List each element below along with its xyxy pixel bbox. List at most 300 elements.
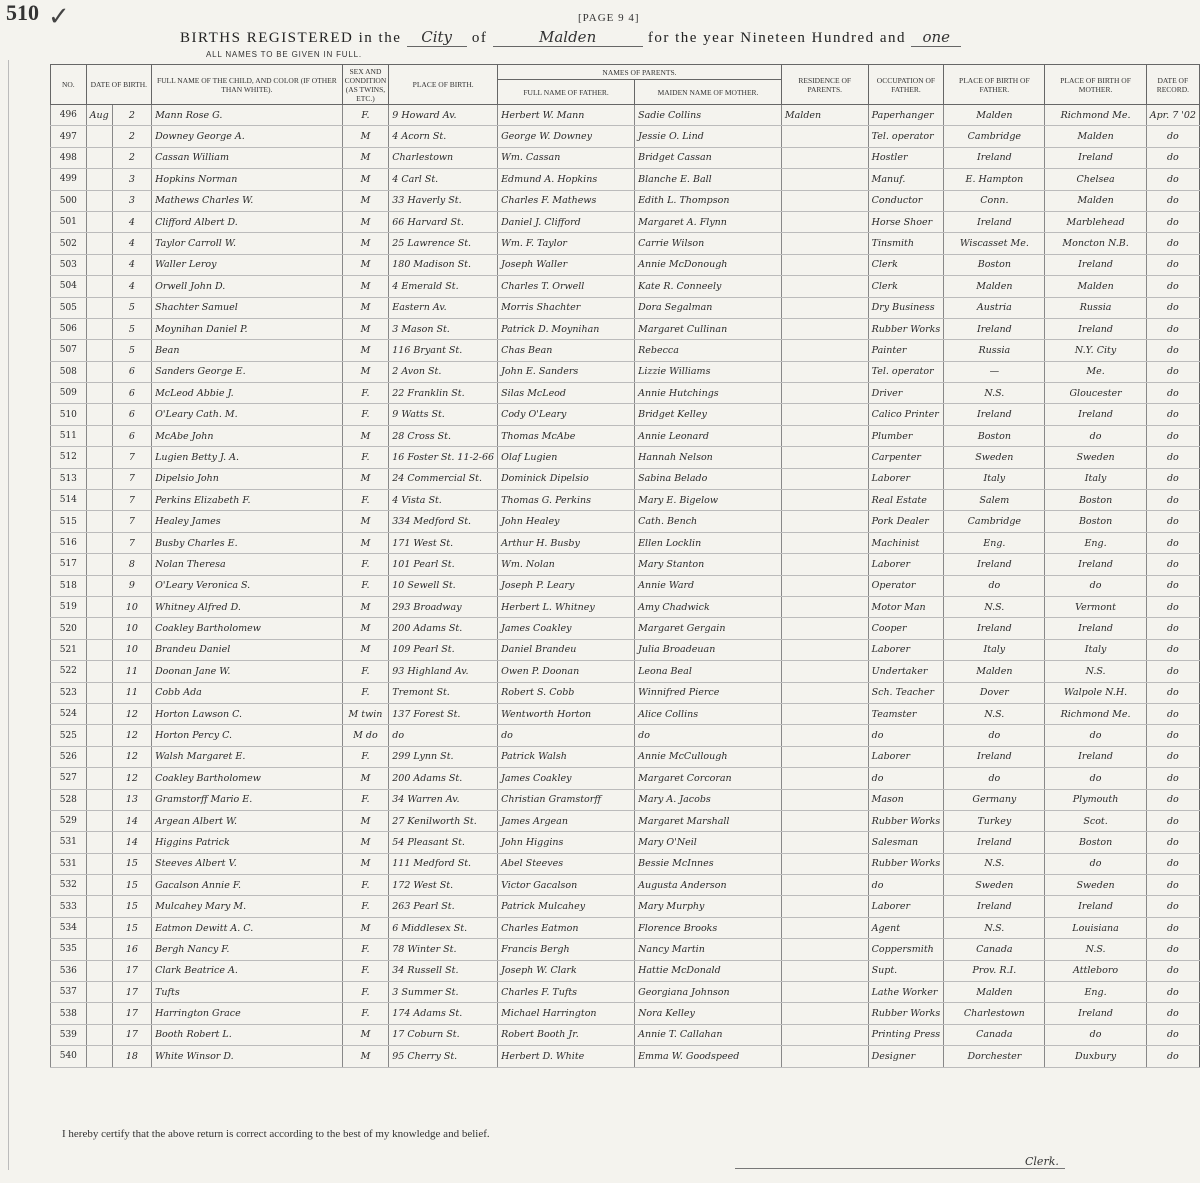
cell-father-name: Joseph W. Clark [498,960,635,981]
cell-residence: Malden [781,105,868,126]
table-row [51,875,1200,896]
cell-child-name: McLeod Abbie J. [152,383,343,404]
cell-residence [781,982,868,1003]
cell-month [86,1024,112,1045]
cell-record-date: do [1146,468,1199,489]
table-row [51,105,1200,126]
cell-place-of-birth: 33 Haverly St. [389,190,498,211]
cell-occupation: Motor Man [868,596,944,617]
cell-sex: M [342,190,389,211]
header-father: FULL NAME OF FATHER. [498,80,635,105]
cell-place-of-birth: 2 Avon St. [389,361,498,382]
cell-child-name: Sanders George E. [152,361,343,382]
cell-father-birthplace: Wiscasset Me. [944,233,1045,254]
cell-mother-birthplace: Scot. [1045,810,1146,831]
cell-child-name: Gacalson Annie F. [152,875,343,896]
cell-father-name: Herbert W. Mann [498,105,635,126]
table-row [51,789,1200,810]
cell-child-name: Bean [152,340,343,361]
cell-record-date: do [1146,746,1199,767]
cell-sex: F. [342,682,389,703]
cell-no: 500 [51,190,87,211]
cell-occupation: Laborer [868,468,944,489]
cell-mother-name: Florence Brooks [635,917,782,938]
cell-residence [781,190,868,211]
cell-month [86,490,112,511]
cell-mother-name: Leona Beal [635,661,782,682]
cell-child-name: Hopkins Norman [152,169,343,190]
cell-sex: F. [342,896,389,917]
cell-father-name: Olaf Lugien [498,447,635,468]
cell-month [86,939,112,960]
cell-mother-birthplace: Ireland [1045,318,1146,339]
cell-day: 5 [112,340,151,361]
table-row [51,383,1200,404]
table-row [51,254,1200,275]
cell-child-name: Coakley Bartholomew [152,768,343,789]
cell-mother-birthplace: Ireland [1045,896,1146,917]
cell-father-birthplace: Canada [944,939,1045,960]
table-row [51,490,1200,511]
table-row [51,960,1200,981]
table-row [51,190,1200,211]
table-row [51,725,1200,746]
cell-mother-birthplace: do [1045,768,1146,789]
cell-record-date: do [1146,896,1199,917]
cell-occupation: Carpenter [868,447,944,468]
cell-day: 17 [112,960,151,981]
header-mother: MAIDEN NAME OF MOTHER. [635,80,782,105]
cell-mother-name: do [635,725,782,746]
header-place-of-birth: PLACE OF BIRTH. [389,65,498,105]
cell-no: 514 [51,490,87,511]
cell-place-of-birth: 137 Forest St. [389,703,498,724]
cell-residence [781,853,868,874]
cell-child-name: Horton Percy C. [152,725,343,746]
cell-residence [781,939,868,960]
cell-residence [781,254,868,275]
table-row [51,661,1200,682]
cell-father-name: Patrick Walsh [498,746,635,767]
cell-day: 15 [112,896,151,917]
cell-record-date: do [1146,960,1199,981]
cell-place-of-birth: 4 Acorn St. [389,126,498,147]
cell-child-name: Clifford Albert D. [152,211,343,232]
cell-father-name: Charles F. Tufts [498,982,635,1003]
cell-mother-name: Blanche E. Ball [635,169,782,190]
cell-residence [781,361,868,382]
cell-father-name: Patrick Mulcahey [498,896,635,917]
cell-child-name: White Winsor D. [152,1046,343,1067]
cell-father-name: Morris Shachter [498,297,635,318]
cell-residence [781,340,868,361]
cell-month [86,126,112,147]
cell-mother-name: Amy Chadwick [635,596,782,617]
cell-father-birthplace: Malden [944,661,1045,682]
cell-child-name: Moynihan Daniel P. [152,318,343,339]
cell-sex: M twin [342,703,389,724]
cell-place-of-birth: 299 Lynn St. [389,746,498,767]
cell-no: 516 [51,532,87,553]
cell-residence [781,618,868,639]
cell-mother-name: Bridget Kelley [635,404,782,425]
cell-father-name: Wm. F. Taylor [498,233,635,254]
cell-father-birthplace: Malden [944,105,1045,126]
cell-no: 498 [51,147,87,168]
cell-occupation: Plumber [868,425,944,446]
cell-sex: F. [342,960,389,981]
cell-no: 518 [51,575,87,596]
cell-record-date: do [1146,254,1199,275]
cell-month [86,169,112,190]
cell-record-date: do [1146,875,1199,896]
cell-record-date: do [1146,276,1199,297]
cell-father-name: Patrick D. Moynihan [498,318,635,339]
cell-residence [781,532,868,553]
cell-father-birthplace: Salem [944,490,1045,511]
cell-mother-birthplace: Ireland [1045,554,1146,575]
cell-sex: M [342,618,389,639]
clerk-label: Clerk. [1025,1155,1059,1168]
header-name: FULL NAME OF THE CHILD, AND COLOR (IF OTHER THAN WHITE). [152,65,343,105]
cell-residence [781,639,868,660]
cell-father-birthplace: Eng. [944,532,1045,553]
cell-place-of-birth: 27 Kenilworth St. [389,810,498,831]
cell-residence [781,575,868,596]
cell-place-of-birth: 28 Cross St. [389,425,498,446]
cell-residence [781,297,868,318]
cell-sex: M [342,596,389,617]
cell-mother-name: Margaret Marshall [635,810,782,831]
cell-mother-birthplace: Eng. [1045,982,1146,1003]
cell-child-name: Horton Lawson C. [152,703,343,724]
cell-child-name: Whitney Alfred D. [152,596,343,617]
cell-month [86,276,112,297]
cell-no: 540 [51,1046,87,1067]
cell-day: 6 [112,425,151,446]
cell-father-birthplace: Ireland [944,832,1045,853]
cell-occupation: Coppersmith [868,939,944,960]
cell-record-date: do [1146,425,1199,446]
cell-father-birthplace: Malden [944,276,1045,297]
cell-child-name: Dipelsio John [152,468,343,489]
cell-month [86,511,112,532]
cell-day: 7 [112,511,151,532]
cell-no: 496 [51,105,87,126]
cell-occupation: Supt. [868,960,944,981]
cell-child-name: Nolan Theresa [152,554,343,575]
cell-month [86,960,112,981]
cell-record-date: do [1146,318,1199,339]
cell-place-of-birth: 200 Adams St. [389,768,498,789]
cell-sex: F. [342,447,389,468]
cell-record-date: do [1146,447,1199,468]
births-register-table [50,64,1200,1068]
cell-place-of-birth: 10 Sewell St. [389,575,498,596]
cell-mother-name: Cath. Bench [635,511,782,532]
cell-month [86,896,112,917]
cell-record-date: do [1146,917,1199,938]
cell-sex: M [342,318,389,339]
cell-place-of-birth: 3 Mason St. [389,318,498,339]
cell-occupation: Mason [868,789,944,810]
cell-mother-birthplace: Italy [1045,468,1146,489]
cell-no: 535 [51,939,87,960]
cell-place-of-birth: 109 Pearl St. [389,639,498,660]
table-row [51,1024,1200,1045]
table-row [51,340,1200,361]
cell-mother-name: Mary O'Neil [635,832,782,853]
cell-father-name: Victor Gacalson [498,875,635,896]
cell-place-of-birth: 4 Vista St. [389,490,498,511]
cell-place-of-birth: 95 Cherry St. [389,1046,498,1067]
cell-month [86,703,112,724]
cell-place-of-birth: 180 Madison St. [389,254,498,275]
cell-father-name: Wm. Cassan [498,147,635,168]
cell-father-name: Chas Bean [498,340,635,361]
cell-place-of-birth: 54 Pleasant St. [389,832,498,853]
cell-mother-birthplace: Marblehead [1045,211,1146,232]
title-part-1: BIRTHS REGISTERED in the [180,30,402,46]
cell-occupation: Manuf. [868,169,944,190]
cell-child-name: Lugien Betty J. A. [152,447,343,468]
cell-father-name: Charles F. Mathews [498,190,635,211]
cell-day: 10 [112,639,151,660]
cell-sex: M [342,832,389,853]
cell-mother-birthplace: Ireland [1045,618,1146,639]
cell-no: 508 [51,361,87,382]
header-parents: NAMES OF PARENTS. [498,65,782,80]
cell-no: 513 [51,468,87,489]
cell-father-birthplace: Italy [944,468,1045,489]
cell-father-birthplace: Charlestown [944,1003,1045,1024]
cell-father-name: Charles Eatmon [498,917,635,938]
cell-father-name: Silas McLeod [498,383,635,404]
cell-father-birthplace: do [944,575,1045,596]
cell-month [86,789,112,810]
cell-father-name: George W. Downey [498,126,635,147]
cell-occupation: Real Estate [868,490,944,511]
cell-day: 2 [112,126,151,147]
cell-day: 11 [112,661,151,682]
cell-mother-name: Sabina Belado [635,468,782,489]
cell-record-date: do [1146,126,1199,147]
cell-sex: M [342,1046,389,1067]
cell-occupation: Salesman [868,832,944,853]
cell-father-name: Daniel Brandeu [498,639,635,660]
cell-occupation: Cooper [868,618,944,639]
cell-record-date: do [1146,853,1199,874]
cell-sex: M [342,211,389,232]
cell-day: 10 [112,618,151,639]
page-number: 510 [6,0,39,25]
cell-place-of-birth: Tremont St. [389,682,498,703]
cell-father-birthplace: N.S. [944,703,1045,724]
cell-sex: M [342,468,389,489]
cell-mother-birthplace: Richmond Me. [1045,105,1146,126]
cell-record-date: do [1146,404,1199,425]
cell-mother-birthplace: Eng. [1045,532,1146,553]
cell-occupation: do [868,875,944,896]
cell-occupation: Laborer [868,746,944,767]
cell-no: 524 [51,703,87,724]
left-margin-line [8,60,9,1170]
cell-record-date: do [1146,661,1199,682]
cell-month [86,297,112,318]
cell-mother-name: Georgiana Johnson [635,982,782,1003]
cell-no: 521 [51,639,87,660]
cell-child-name: Mulcahey Mary M. [152,896,343,917]
cell-day: 5 [112,318,151,339]
cell-mother-name: Mary E. Bigelow [635,490,782,511]
table-row [51,147,1200,168]
table-row [51,917,1200,938]
cell-father-name: Michael Harrington [498,1003,635,1024]
table-row [51,853,1200,874]
cell-month [86,768,112,789]
cell-residence [781,147,868,168]
cell-month [86,447,112,468]
cell-father-name: Robert Booth Jr. [498,1024,635,1045]
cell-month [86,233,112,254]
cell-day: 7 [112,468,151,489]
cell-mother-name: Julia Broadeuan [635,639,782,660]
cell-mother-name: Margaret Corcoran [635,768,782,789]
cell-record-date: do [1146,939,1199,960]
cell-residence [781,554,868,575]
cell-no: 511 [51,425,87,446]
check-mark-icon: ✓ [48,2,70,32]
cell-no: 510 [51,404,87,425]
cell-no: 537 [51,982,87,1003]
cell-mother-name: Annie Ward [635,575,782,596]
cell-sex: M [342,126,389,147]
header-sex: SEX AND CONDITION (AS TWINS, ETC.) [342,65,389,105]
cell-no: 497 [51,126,87,147]
table-row [51,1046,1200,1067]
cell-occupation: Painter [868,340,944,361]
cell-occupation: Teamster [868,703,944,724]
cell-father-name: Abel Steeves [498,853,635,874]
cell-father-birthplace: Sweden [944,447,1045,468]
cell-mother-birthplace: Sweden [1045,875,1146,896]
cell-child-name: Clark Beatrice A. [152,960,343,981]
cell-mother-name: Edith L. Thompson [635,190,782,211]
cell-residence [781,596,868,617]
cell-place-of-birth: 34 Russell St. [389,960,498,981]
cell-occupation: do [868,725,944,746]
cell-child-name: O'Leary Veronica S. [152,575,343,596]
cell-place-of-birth: 16 Foster St. 11-2-66 [389,447,498,468]
table-row [51,276,1200,297]
cell-sex: M [342,1024,389,1045]
cell-sex: M [342,853,389,874]
cell-father-name: John E. Sanders [498,361,635,382]
cell-residence [781,661,868,682]
cell-residence [781,211,868,232]
table-row [51,746,1200,767]
cell-sex: M [342,639,389,660]
cell-child-name: Waller Leroy [152,254,343,275]
cell-father-name: John Healey [498,511,635,532]
page-title [180,28,1080,47]
cell-sex: M [342,340,389,361]
cell-mother-birthplace: N.S. [1045,661,1146,682]
cell-residence [781,1003,868,1024]
cell-day: 11 [112,682,151,703]
cell-place-of-birth: 24 Commercial St. [389,468,498,489]
cell-record-date: do [1146,383,1199,404]
cell-no: 532 [51,875,87,896]
cell-mother-birthplace: do [1045,1024,1146,1045]
cell-occupation: Agent [868,917,944,938]
table-row [51,211,1200,232]
cell-sex: F. [342,490,389,511]
cell-occupation: Tel. operator [868,361,944,382]
cell-record-date: do [1146,618,1199,639]
cell-occupation: Paperhanger [868,105,944,126]
cell-no: 520 [51,618,87,639]
cell-day: 4 [112,276,151,297]
table-row [51,982,1200,1003]
cell-day: 3 [112,169,151,190]
cell-day: 4 [112,233,151,254]
cell-mother-birthplace: Me. [1045,361,1146,382]
cell-mother-name: Sadie Collins [635,105,782,126]
cell-place-of-birth: 93 Highland Av. [389,661,498,682]
cell-residence [781,960,868,981]
cell-month [86,190,112,211]
title-part-3: for the year Nineteen Hundred and [647,30,907,46]
cell-month [86,383,112,404]
cell-father-birthplace: N.S. [944,596,1045,617]
cell-month [86,404,112,425]
cell-occupation: Tinsmith [868,233,944,254]
cell-residence [781,682,868,703]
cell-child-name: Walsh Margaret E. [152,746,343,767]
table-row [51,511,1200,532]
table-row [51,297,1200,318]
cell-day: 17 [112,982,151,1003]
cell-month [86,532,112,553]
cell-place-of-birth: 9 Watts St. [389,404,498,425]
certification-text: I hereby certify that the above return is correct according to the best of my knowledge and belief. [62,1128,490,1140]
cell-residence [781,810,868,831]
cell-no: 522 [51,661,87,682]
cell-occupation: Pork Dealer [868,511,944,532]
cell-day: 16 [112,939,151,960]
cell-sex: F. [342,661,389,682]
cell-no: 531 [51,853,87,874]
cell-residence [781,490,868,511]
cell-month [86,982,112,1003]
cell-record-date: do [1146,532,1199,553]
cell-residence [781,917,868,938]
cell-no: 507 [51,340,87,361]
cell-child-name: Brandeu Daniel [152,639,343,660]
header-record: DATE OF RECORD. [1146,65,1199,105]
table-row [51,618,1200,639]
cell-occupation: Rubber Works [868,1003,944,1024]
table-row [51,126,1200,147]
table-row [51,768,1200,789]
cell-mother-name: Annie Leonard [635,425,782,446]
cell-no: 531 [51,832,87,853]
cell-father-birthplace: Conn. [944,190,1045,211]
cell-place-of-birth: 263 Pearl St. [389,896,498,917]
cell-day: 9 [112,575,151,596]
cell-record-date: do [1146,1024,1199,1045]
